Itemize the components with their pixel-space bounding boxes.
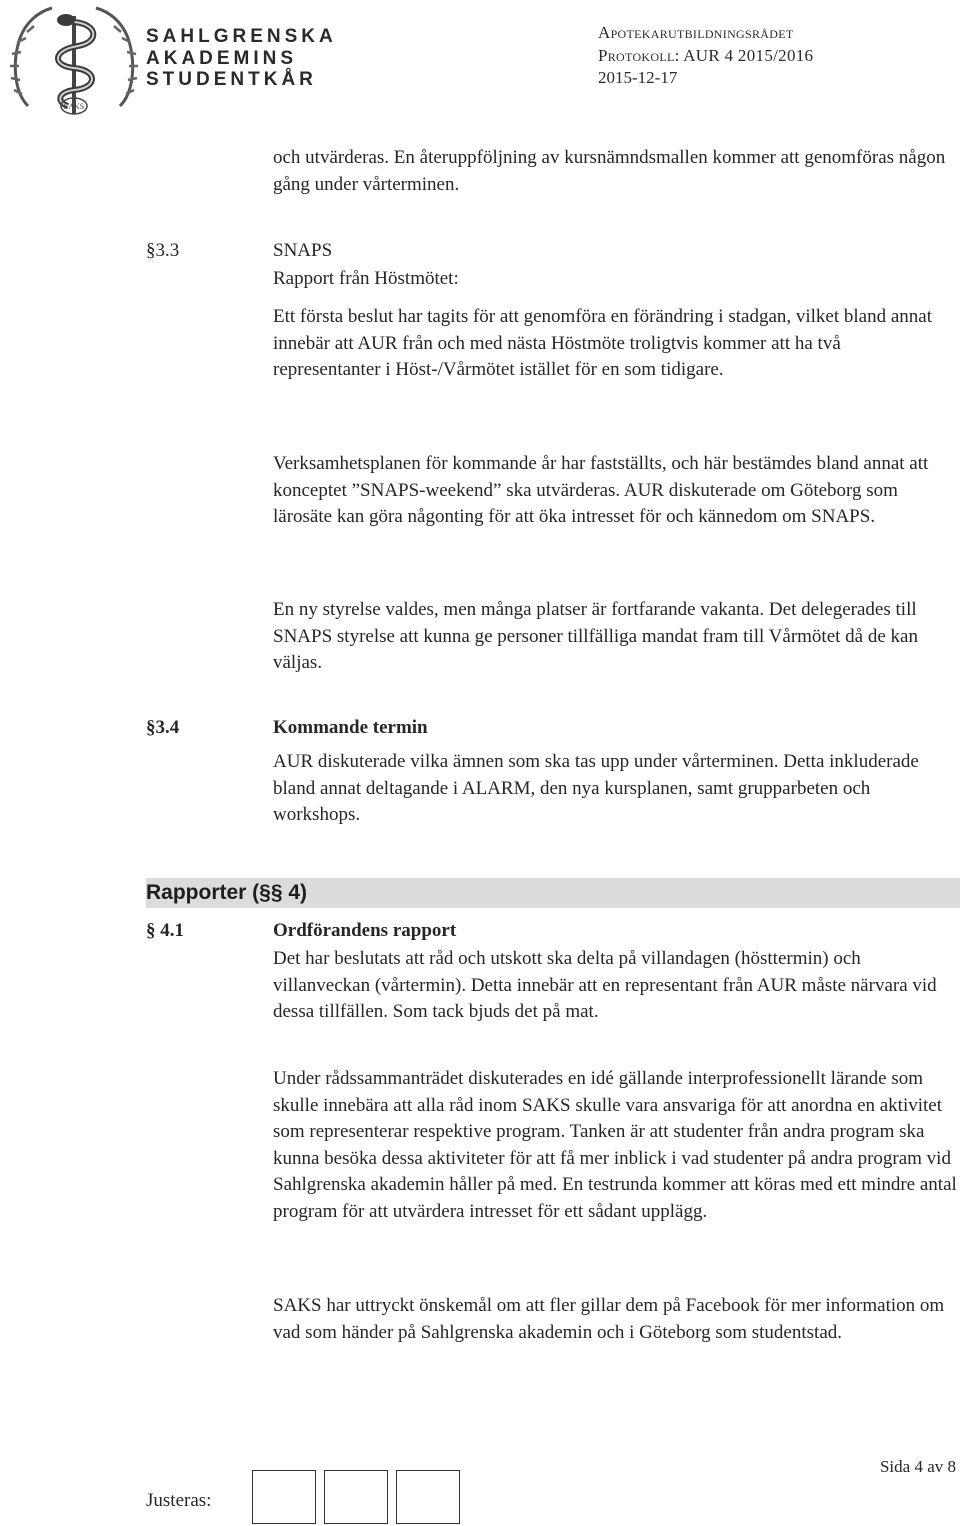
- page-number: Sida 4 av 8: [879, 1457, 956, 1476]
- meeting-date: 2015-12-17: [598, 68, 678, 87]
- section-3-3-title: SNAPS: [273, 240, 333, 261]
- section-3-4-title: Kommande termin: [273, 717, 428, 738]
- section-4-1-paragraph-2: Under rådssammanträdet diskuterades en idé gällande interprofessionellt lärande som skulle innebära att alla råd inom SAKS skulle vara ansvariga för att anordna en aktivitet som representerar respektive program. Tanken är att studenter från andra program ska kunna besöka dessa aktiviteter för att få mer inblick i vad studenter på andra program vid Sahlgrenska akademin håller på med. En testrunda kommer att köras med ett mindre antal program för att utvärdera intresset för ett sådant upplägg.: [273, 1068, 957, 1222]
- section-3-3-paragraph-3: En ny styrelse valdes, men många platser är fortfarande vakanta. Det delegerades till SNAPS styrelse att kunna ge personer tillfälliga mandat fram till Vårmötet då de kan väljas.: [273, 599, 918, 673]
- section-4-1-number: § 4.1: [146, 920, 184, 941]
- saks-logo: [8, 2, 140, 120]
- org-line-3: STUDENTKÅR: [146, 69, 317, 90]
- org-line-1: SAHLGRENSKA: [146, 26, 337, 47]
- section-3-4-paragraph-1: AUR diskuterade vilka ämnen som ska tas upp under vårterminen. Detta inkluderade bland annat deltagande i ALARM, den nya kursplanen, samt grupparbeten och workshops.: [273, 751, 919, 825]
- intro-paragraph: och utvärderas. En återuppföljning av kursnämndsmallen kommer att genomföras någon gång under vårterminen.: [273, 147, 946, 195]
- org-line-2: AKADEMINS: [146, 47, 298, 69]
- logo-seal-text: SAKS: [63, 102, 85, 111]
- section-4-1-paragraph-1: Det har beslutats att råd och utskott ska delta på villandagen (hösttermin) och villanveckan (vårtermin). Detta innebär att en representant från AUR måste närvara vid dessa tillfällen. Som tack bjuds det på mat.: [273, 948, 937, 1022]
- section-3-3-paragraph-2: Verksamhetsplanen för kommande år har fastställts, och här bestämdes bland annat att konceptet ”SNAPS-weekend” ska utvärderas. AUR diskuterade om Göteborg som lärosäte kan göra någonting för att öka intresset för och kännedom om SNAPS.: [273, 453, 929, 527]
- signature-box-3[interactable]: [396, 1470, 460, 1524]
- signature-box-1[interactable]: [252, 1470, 316, 1524]
- section-4-1-paragraph-3: SAKS har uttryckt önskemål om att fler gillar dem på Facebook för mer information om vad som händer på Sahlgrenska akademin och i Göteborg som studentstad.: [273, 1295, 945, 1343]
- heading-rapporter: Rapporter (§§ 4): [146, 881, 308, 904]
- justeras-label: Justeras:: [146, 1490, 212, 1511]
- section-3-3-paragraph-1: Ett första beslut har tagits för att genomföra en förändring i stadgan, vilket bland annat innebär att AUR från och med nästa Höstmöte troligtvis kommer att ha två representanter i Höst-/Vårmötet istället för en som tidigare.: [273, 306, 932, 380]
- committee-name: Apotekarutbildningsrådet: [598, 23, 794, 42]
- section-3-4-number: §3.4: [146, 717, 180, 738]
- section-3-3-number: §3.3: [146, 240, 180, 261]
- protocol-id: Protokoll: AUR 4 2015/2016: [598, 45, 814, 65]
- signature-box-2[interactable]: [324, 1470, 388, 1524]
- document-header-info: [598, 22, 813, 90]
- organization-name: [146, 26, 337, 91]
- section-4-1-title: Ordförandens rapport: [273, 920, 457, 941]
- section-3-3-subtitle: Rapport från Höstmötet:: [273, 268, 459, 289]
